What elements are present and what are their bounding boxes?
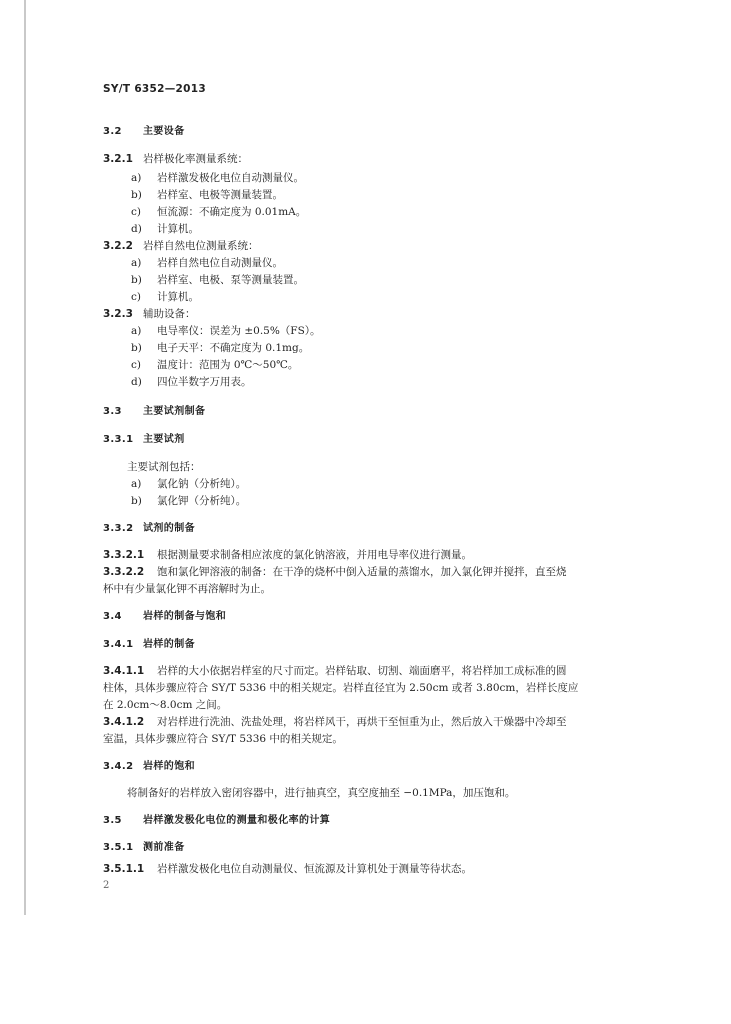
clause <box>103 307 196 322</box>
subsection-number: 3.4.2 <box>103 761 134 772</box>
subsection-heading <box>103 840 185 855</box>
list-item: a) 岩样激发极化电位自动测量仪。 <box>131 172 304 184</box>
list-item: a) 电导率仪：误差为 ±0.5%（FS）。 <box>131 325 321 337</box>
section-heading <box>103 813 330 828</box>
list-item: b) 电子天平：不确定度为 0.1mg。 <box>131 342 310 354</box>
clause-text: 辅助设备： <box>143 308 196 320</box>
clause-continuation: 室温，具体步骤应符合 SY/T 5336 中的相关规定。 <box>103 733 343 745</box>
subsection-number: 3.3.1 <box>103 434 134 445</box>
subsection-heading <box>103 637 195 652</box>
subsection-number: 3.4.1 <box>103 639 134 650</box>
clause-number: 3.2.2 <box>103 240 133 252</box>
section-number: 3.3 <box>103 406 122 417</box>
section-heading <box>103 609 226 624</box>
clause-number: 3.5.1.1 <box>103 863 145 875</box>
section-title: 岩样激发极化电位的测量和极化率的计算 <box>143 815 331 826</box>
clause-text: 对岩样进行洗油、洗盐处理，将岩样风干，再烘干至恒重为止，然后放入干燥器中冷却至 <box>157 716 567 728</box>
list-item: c) 恒流源：不确定度为 0.01mA。 <box>131 206 307 218</box>
clause-number: 3.2.1 <box>103 153 133 165</box>
paragraph: 主要试剂包括： <box>127 461 201 473</box>
list-item: b) 岩样室、电极、泵等测量装置。 <box>131 274 304 286</box>
list-item: a) 岩样自然电位自动测量仪。 <box>131 257 283 269</box>
section-number: 3.4 <box>103 611 122 622</box>
clause <box>103 548 472 563</box>
section-number: 3.2 <box>103 126 122 137</box>
clause-continuation: 杯中有少量氯化钾不再溶解时为止。 <box>103 583 271 595</box>
clause-text: 岩样极化率测量系统： <box>143 153 248 165</box>
subsection-heading <box>103 432 185 447</box>
standard-header: SY/T 6352—2013 <box>103 83 206 95</box>
subsection-number: 3.5.1 <box>103 842 134 853</box>
section-title: 主要设备 <box>143 126 185 137</box>
clause-text: 饱和氯化钾溶液的制备：在干净的烧杯中倒入适量的蒸馏水，加入氯化钾并搅拌，直至烧 <box>157 566 567 578</box>
section-heading <box>103 404 205 419</box>
subsection-title: 岩样的饱和 <box>143 761 195 772</box>
subsection-heading <box>103 759 195 774</box>
subsection-title: 试剂的制备 <box>143 523 195 534</box>
clause-number: 3.2.3 <box>103 308 133 320</box>
list-item: d) 计算机。 <box>131 223 199 235</box>
clause-text: 岩样激发极化电位自动测量仪、恒流源及计算机处于测量等待状态。 <box>157 863 472 875</box>
clause-number: 3.4.1.1 <box>103 665 145 677</box>
clause <box>103 664 567 679</box>
section-heading <box>103 124 185 139</box>
subsection-title: 岩样的制备 <box>143 639 195 650</box>
list-item: b) 岩样室、电极等测量装置。 <box>131 189 283 201</box>
scan-edge <box>24 0 26 915</box>
list-item: a) 氯化钠（分析纯）。 <box>131 478 247 490</box>
section-number: 3.5 <box>103 815 122 826</box>
list-item: c) 温度计：范围为 0℃～50℃。 <box>131 359 299 371</box>
subsection-title: 测前准备 <box>143 842 185 853</box>
clause <box>103 862 472 877</box>
subsection-number: 3.3.2 <box>103 523 134 534</box>
subsection-title: 主要试剂 <box>143 434 185 445</box>
clause-number: 3.3.2.2 <box>103 566 145 578</box>
list-item: c) 计算机。 <box>131 291 199 303</box>
clause-text: 根据测量要求制备相应浓度的氯化钠溶液，并用电导率仪进行测量。 <box>157 549 472 561</box>
clause-text: 岩样的大小依据岩样室的尺寸而定。岩样钻取、切割、端面磨平，将岩样加工成标准的圆 <box>157 665 567 677</box>
clause <box>103 715 567 730</box>
clause <box>103 565 567 580</box>
clause-text: 岩样自然电位测量系统： <box>143 240 259 252</box>
subsection-heading <box>103 521 195 536</box>
clause <box>103 152 248 167</box>
clause <box>103 239 259 254</box>
section-title: 岩样的制备与饱和 <box>143 611 227 622</box>
page-number: 2 <box>103 880 110 891</box>
list-item: b) 氯化钾（分析纯）。 <box>131 495 247 507</box>
clause-continuation: 柱体，具体步骤应符合 SY/T 5336 中的相关规定。岩样直径宜为 2.50cm 或者 3.80cm，岩样长度应 <box>103 682 579 694</box>
section-title: 主要试剂制备 <box>143 406 206 417</box>
paragraph: 将制备好的岩样放入密闭容器中，进行抽真空，真空度抽至 −0.1MPa，加压饱和。 <box>127 787 516 799</box>
clause-number: 3.3.2.1 <box>103 549 145 561</box>
clause-number: 3.4.1.2 <box>103 716 145 728</box>
list-item: d) 四位半数字万用表。 <box>131 376 252 388</box>
clause-continuation: 在 2.0cm～8.0cm 之间。 <box>103 699 228 711</box>
